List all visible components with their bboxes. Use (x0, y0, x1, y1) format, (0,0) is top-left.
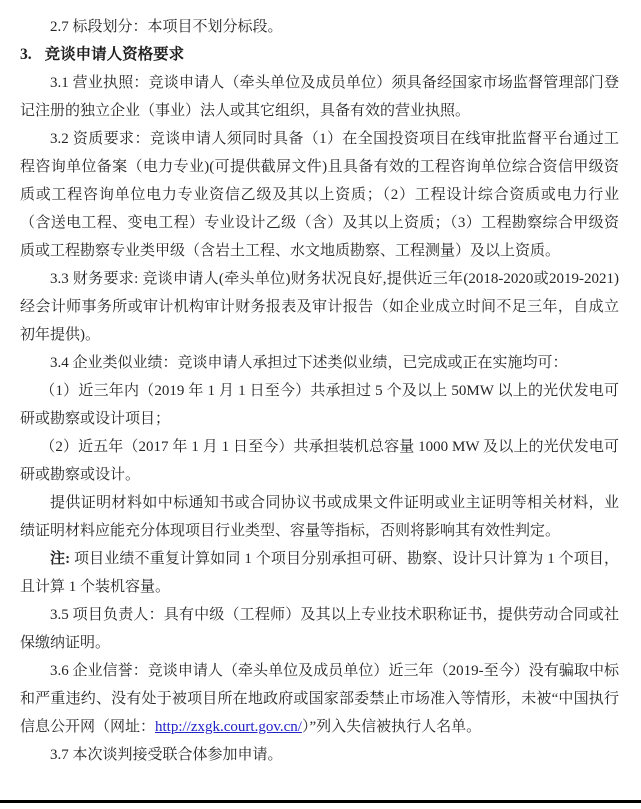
clause-3-2: 3.2 资质要求：竞谈申请人须同时具备（1）在全国投资项目在线审批监督平台通过工程咨询单位备案（电力专业)(可提供截屏文件)且具备有效的工程咨询单位综合资信甲级资质或工程咨询单位电力专业资信乙级及其以上资质；（2）工程设计综合资质或电力行业（含送电工程、变电工程）专业设计乙级（含）及其以上资质；（3）工程勘察综合甲级资质或工程勘察专业类甲级（含岩土工程、水文地质勘察、工程测量）及以上资质。 (20, 131, 619, 259)
clause-3-1: 3.1 营业执照：竞谈申请人（牵头单位及成员单位）须具备经国家市场监督管理部门登记注册的独立企业（事业）法人或其它组织，具备有效的营业执照。 (20, 75, 619, 119)
clause-3-4-item-1: （1）近三年内（2019 年 1 月 1 日至今）共承担过 5 个及以上 50MW 以上的光伏发电可研或勘察或设计项目； (20, 383, 619, 427)
clause-3-6-text-after: ）”列入失信被执行人名单。 (301, 719, 482, 735)
clause-3-6 (20, 657, 619, 741)
document-body (20, 13, 619, 769)
evidence-requirements: 提供证明材料如中标通知书或合同协议书或成果文件证明或业主证明等相关材料，业绩证明材料应能充分体现项目行业类型、容量等指标，否则将影响其有效性判定。 (20, 495, 619, 539)
note-text: 项目业绩不重复计算如同 1 个项目分别承担可研、勘察、设计只计算为 1 个项目，且计算 1 个装机容量。 (20, 551, 619, 595)
zxgk-court-link[interactable]: http://zxgk.court.gov.cn/ (155, 719, 302, 735)
page-bottom-border (0, 800, 641, 803)
clause-3-6-text-before: 3.6 企业信誉：竞谈申请人（牵头单位及成员单位）近三年（2019-至今）没有骗取中标和严重违约、没有处于被项目所在地政府或国家部委禁止市场准入等情形，未被“中国执行信息公开网（网址： (20, 663, 619, 735)
section-3-title: 竞谈申请人资格要求 (44, 46, 185, 63)
note-prefix: 注: (50, 551, 71, 567)
clause-3-4-item-2: （2）近五年（2017 年 1 月 1 日至今）共承担装机总容量 1000 MW 及以上的光伏发电可研或勘察或设计。 (20, 439, 619, 483)
clause-3-3: 3.3 财务要求: 竞谈申请人(牵头单位)财务状况良好,提供近三年(2018-2020或2019-2021)经会计师事务所或审计机构审计财务报表及审计报告（如企业成立时间不足三年，自成立初年提供)。 (20, 271, 619, 343)
clause-3-7: 3.7 本次谈判接受联合体参加申请。 (50, 747, 283, 763)
clause-3-4: 3.4 企业类似业绩：竞谈申请人承担过下述类似业绩，已完成或正在实施均可： (50, 355, 568, 371)
section-3-number: 3. (20, 46, 32, 63)
note-paragraph (20, 545, 619, 601)
section-3-heading (20, 41, 619, 69)
clause-2-7: 2.7 标段划分：本项目不划分标段。 (50, 19, 283, 35)
clause-3-5: 3.5 项目负责人：具有中级（工程师）及其以上专业技术职称证书，提供劳动合同或社保缴纳证明。 (20, 607, 619, 651)
